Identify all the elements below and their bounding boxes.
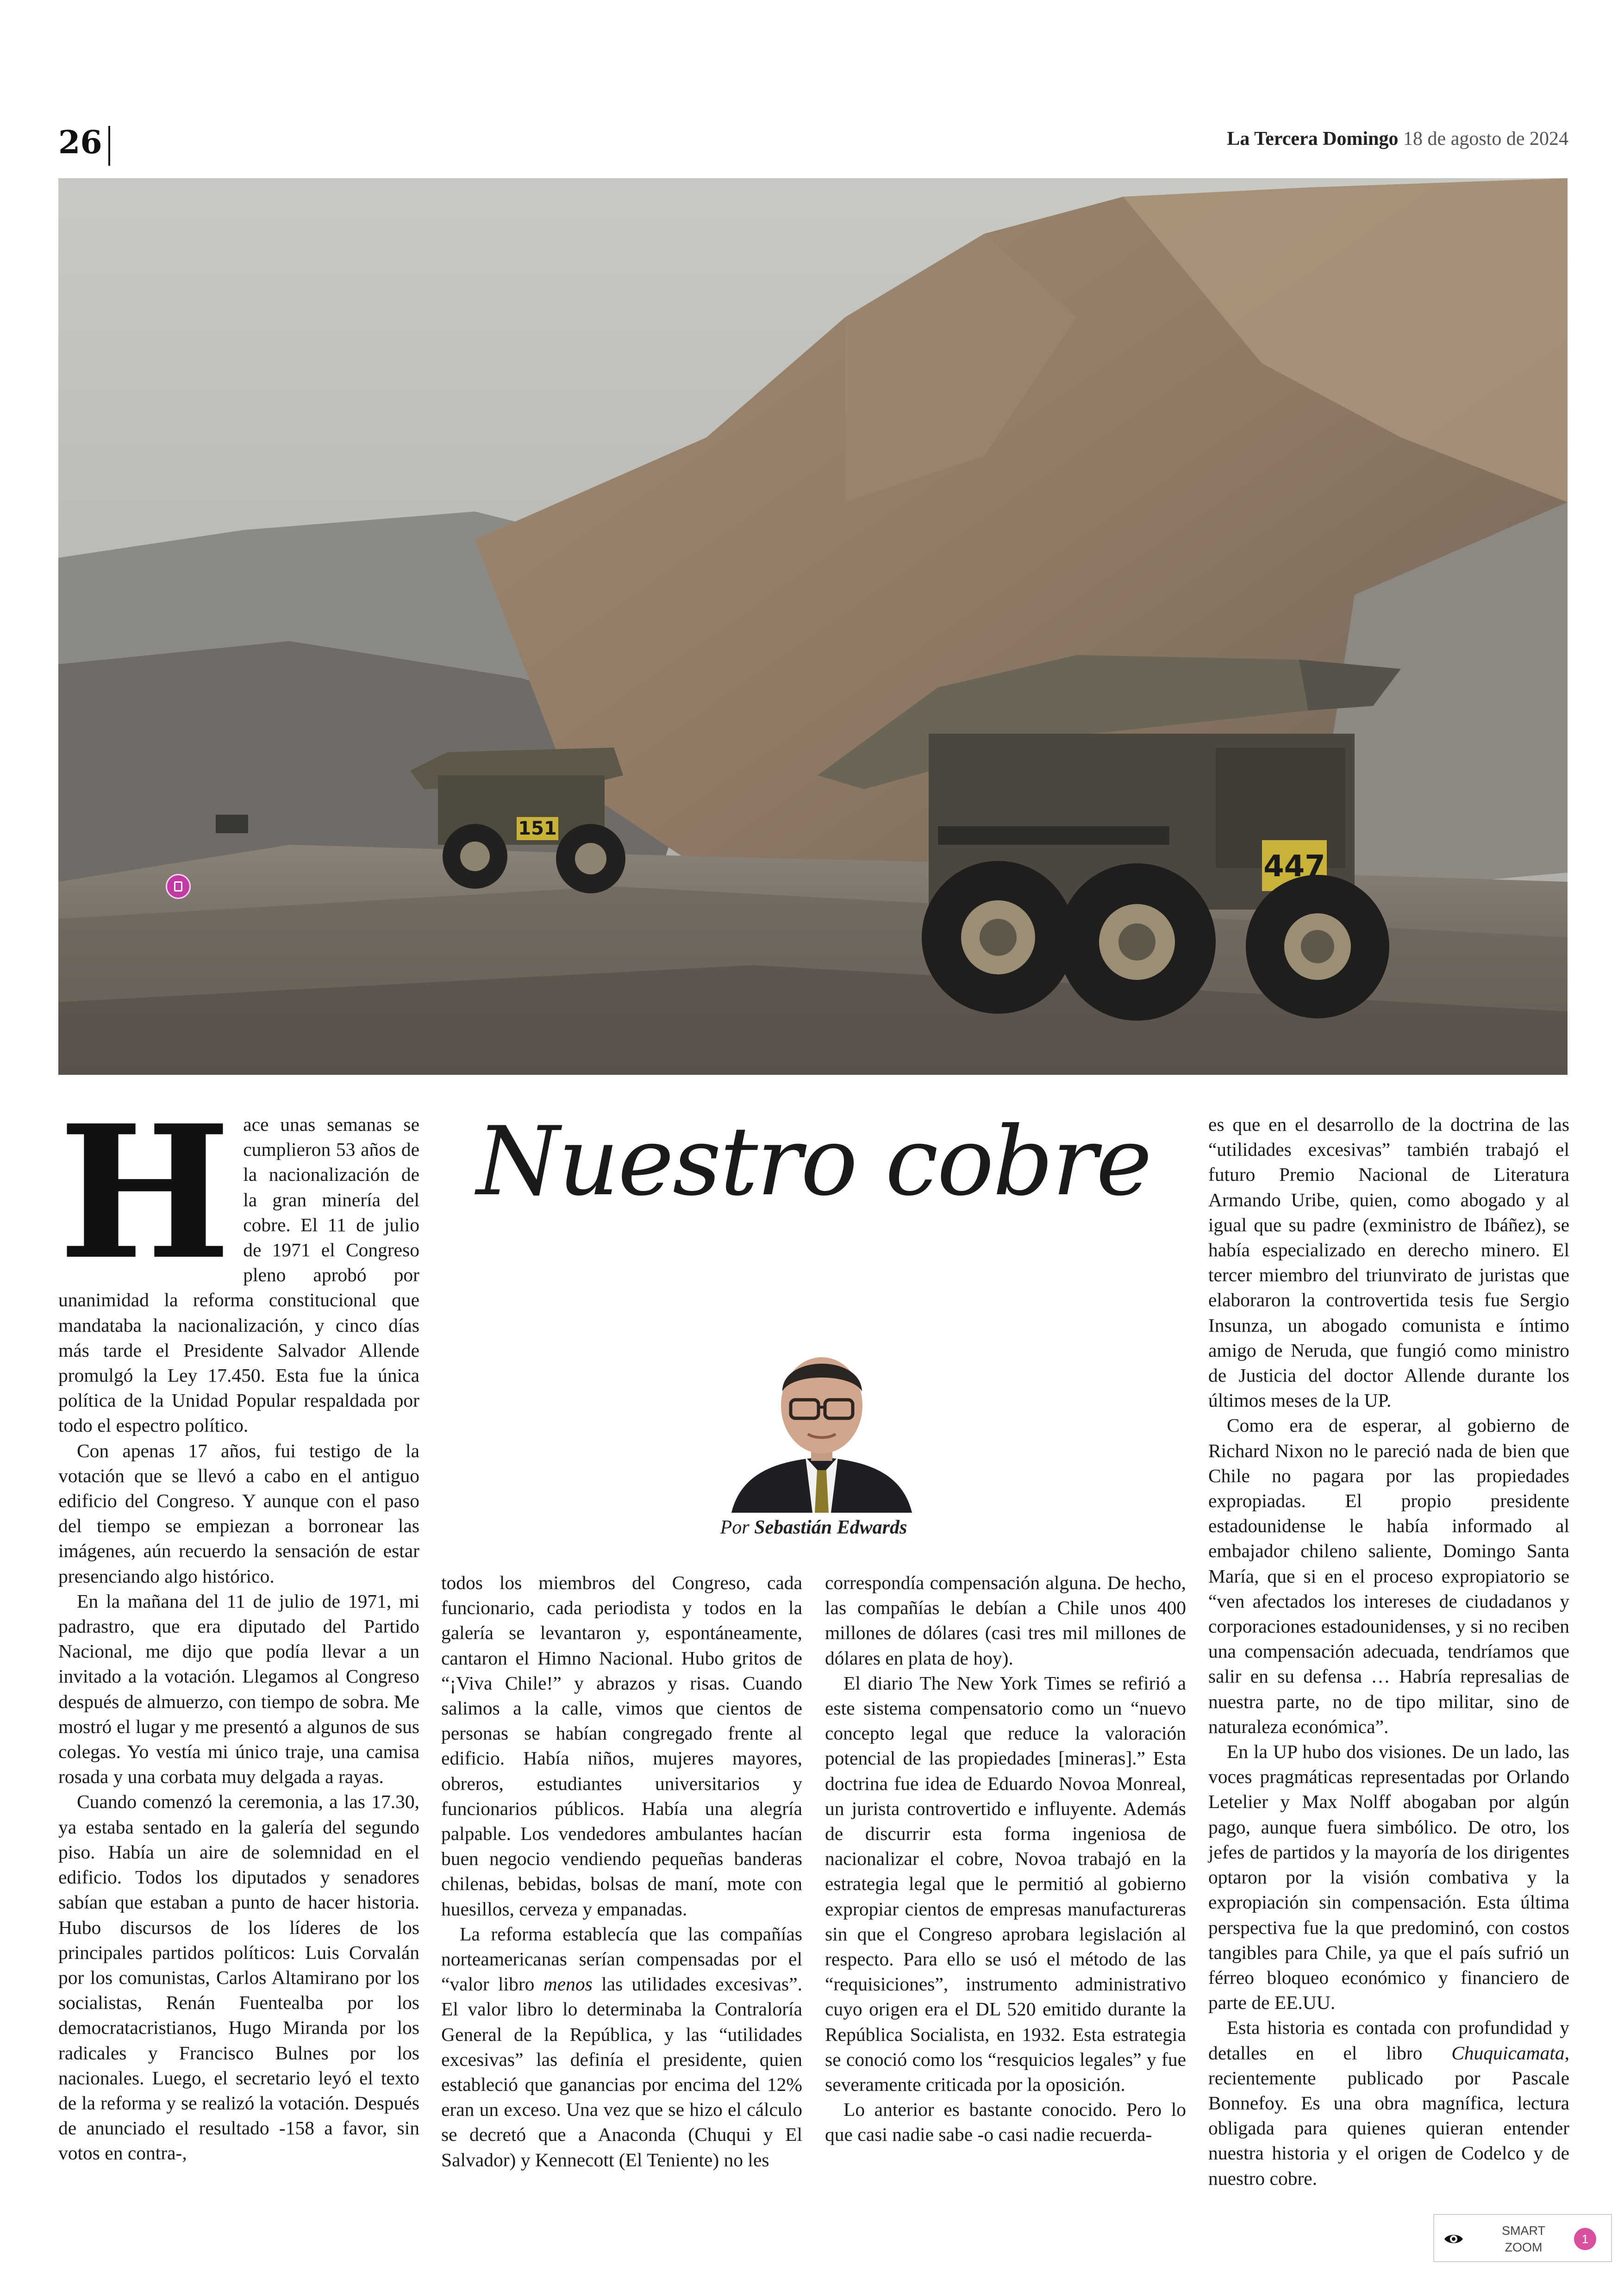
- smart-zoom-line-1: SMART: [1501, 2224, 1545, 2238]
- emphasis-text: menos: [543, 1973, 593, 1995]
- paragraph-text: las utilidades excesivas”. El valor libro lo determinaba la Contraloría General de la República, y las “utilidades excesivas” las definía el presidente, quien estableció que ganancias por encima del 12% eran un exceso. Una vez que se hizo el cálculo se decretó que a Anaconda (Chuqui y El Salvador) y Kennecott (El Teniente) no les: [441, 1973, 802, 2170]
- dropcap: H: [58, 1085, 231, 1300]
- paragraph: [58, 1085, 419, 1438]
- smart-zoom-label: [1493, 2222, 1554, 2256]
- paragraph-text: , recientemente publicado por Pascale Bonnefoy. Es una obra magnífica, lectura obligada para quienes quieran entender nuestra historia y el origen de Codelco y de nuestro cobre.: [1208, 2042, 1569, 2189]
- paragraph: [441, 1921, 802, 2172]
- author-portrait: [713, 1336, 931, 1513]
- paragraph: es que en el desarrollo de la doctrina de las “utilidades excesivas” también trabajó el futuro Premio Nacional de Literatura Armando Uribe, quien, como abogado y al igual que su padre (exministro de Ibáñez), se había especializado en derecho minero. El tercer miembro del triunvirato de juristas que elaboraron la controvertida tesis fue Sergio Insunza, un abogado comunista e íntimo amigo de Neruda, que fungió como ministro de Justicia del doctor Allende durante los últimos meses de la UP.: [1208, 1114, 1569, 1411]
- truck-number-middle: 151: [518, 818, 557, 839]
- paragraph: Como era de esperar, al gobierno de Richard Nixon no le pareció nada de bien que Chile no pagara por las propiedades expropiadas. El propio presidente estadounidense le había informado al embajador chileno saliente, Domingo Santa María, que si en el proceso expropiatorio se “ven afectados los intereses de ciudadanos y corporaciones estadounidenses, y si no reciben una compensación adecuada, tendríamos que salir en su defensa … Habría represalias de nuestra parte, no de tipo militar, sino de naturaleza económica”.: [1208, 1415, 1569, 1737]
- paragraph: En la mañana del 11 de julio de 1971, mi padrastro, que era diputado del Partido Nacional, me dijo que podía llevar a un invitado a la votación. Llegamos al Congreso después de almuerzo, con tiempo de sobra. Me mostró el lugar y me presentó a algunos de sus colegas. Yo vestía mi único traje, una camisa rosada y una corbata muy delgada a rayas.: [58, 1590, 419, 1788]
- paragraph: todos los miembros del Congreso, cada funcionario, cada periodista y todos en la galería se levantaron y, espontáneamente, cantaron el Himno Nacional. Hubo gritos de “¡Viva Chile!” y abrazos y risas. Cuando salimos a la calle, vimos que cientos de personas se habían congregado frente al edificio. Había niños, mujeres mayores, obreros, estudiantes universitarios y funcionarios públicos. Había una alegría palpable. Los vendedores ambulantes hacían buen negocio vendiendo pequeñas banderas chilenas, bebidas, bolsas de maní, mote con huesillos, cerveza y empanadas.: [441, 1572, 802, 1920]
- byline-prefix: Por: [720, 1517, 750, 1538]
- mine-trucks-photo: [58, 178, 1568, 1075]
- paragraph-text: ace unas semanas se cumplieron 53 años de la nacionalización de la gran minería del cobre. El 11 de julio de 1971 el Congreso pleno aprobó por unanimidad la reforma constitucional que mandataba la nacionalización, y cinco días más tarde el Presidente Salvador Allende promulgó la Ley 17.450. Esta fue la única política de la Unidad Popular respaldada por todo el espectro político.: [58, 1114, 419, 1436]
- author-name: Sebastián Edwards: [754, 1517, 907, 1538]
- smart-zoom-line-2: ZOOM: [1505, 2240, 1543, 2254]
- paragraph: En la UP hubo dos visiones. De un lado, las voces pragmáticas representadas por Orlando Letelier y Max Nolff abogaban por algún pago, aunque fuera simbólico. De otro, los jefes de partidos y la mayoría de los dirigentes optaron por la visión combativa y la expropiación sin compensación. Esta última perspectiva fue la que predominó, con costos tangibles para Chile, ya que el país sufrió un férreo bloqueo económico y financiero de parte de EE.UU.: [1208, 1741, 1569, 2014]
- masthead: [1227, 128, 1568, 150]
- article-column-3: [825, 1570, 1186, 2147]
- paragraph: Con apenas 17 años, fui testigo de la votación que se llevó a cabo en el antiguo edificio del Congreso. Y aunque con el paso del tiempo se empiezan a borronear las imágenes, aún recuerdo la sensación de estar presenciando algo histórico.: [58, 1440, 419, 1587]
- headline: Nuestro cobre: [476, 1107, 1151, 1217]
- eye-icon: [1443, 2229, 1464, 2249]
- notification-badge: 1: [1574, 2228, 1596, 2250]
- book-title: Chuquicamata: [1451, 2042, 1565, 2064]
- paragraph: Lo anterior es bastante conocido. Pero lo que casi nadie sabe -o casi nadie recuerda-: [825, 2099, 1186, 2145]
- article-icon[interactable]: [166, 874, 191, 899]
- smart-zoom-button[interactable]: [1433, 2214, 1612, 2262]
- issue-date: 18 de agosto de 2024: [1403, 128, 1568, 150]
- paragraph-text: La reforma establecía que las compañías norteamericanas serían compensadas por el “valor libro: [441, 1923, 802, 1995]
- article-column-1: [58, 1085, 419, 2166]
- byline: [441, 1516, 1186, 1539]
- paragraph: El diario The New York Times se refirió a este sistema compensatorio como un “nuevo concepto legal que reduce la valoración potencial de las propiedades [mineras].” Esta doctrina fue idea de Eduardo Novoa Monreal, un jurista controvertido e influyente. Además de discurrir esta forma ingeniosa de nacionalizar el cobre, Novoa trabajó en la estrategia legal que le permitió al gobierno expropiar cientos de empresas manufactureras sin que el Congreso aprobara legislación al respecto. Para ello se usó el método de las “requisiciones”, instrumento administrativo cuyo origen era el DL 520 emitido durante la República Socialista, en 1932. Esta estrategia se conoció como los “resquicios legales” y fue severamente criticada por la oposición.: [825, 1672, 1186, 2095]
- author-photo: [713, 1336, 931, 1513]
- paragraph: Cuando comenzó la ceremonia, a las 17.30, ya estaba sentado en la galería del segundo piso. Había un aire de solemnidad en el edificio. Todos los diputados y senadores sabían que estaban a punto de hacer historia. Hubo discursos de los líderes de los principales partidos políticos: Luis Corvalán por los comunistas, Carlos Altamirano por los socialistas, Renán Fuentealba por los democratacristianos, Hugo Miranda por los radicales y Francisco Bulnes por los nacionales. Luego, el secretario leyó el texto de la reforma y se realizó la votación. Después de anunciado el resultado -158 a favor, sin votos en contra-,: [58, 1791, 419, 2164]
- paragraph-text: Esta historia es contada con profundidad y detalles en el libro: [1208, 2017, 1569, 2064]
- truck-number-front: 447: [1263, 849, 1325, 884]
- header-divider: [108, 126, 110, 166]
- article-column-4: [1208, 1112, 1569, 2191]
- article-column-2: [441, 1570, 802, 2172]
- page-number: 26: [58, 124, 102, 161]
- paragraph: correspondía compensación alguna. De hecho, las compañías le debían a Chile unos 400 millones de dólares (casi tres mil millones de dólares en plata de hoy).: [825, 1572, 1186, 1669]
- paragraph: [1208, 2015, 1569, 2190]
- mine-trucks-illustration: [58, 178, 1568, 1075]
- paper-name: La Tercera Domingo: [1227, 128, 1399, 150]
